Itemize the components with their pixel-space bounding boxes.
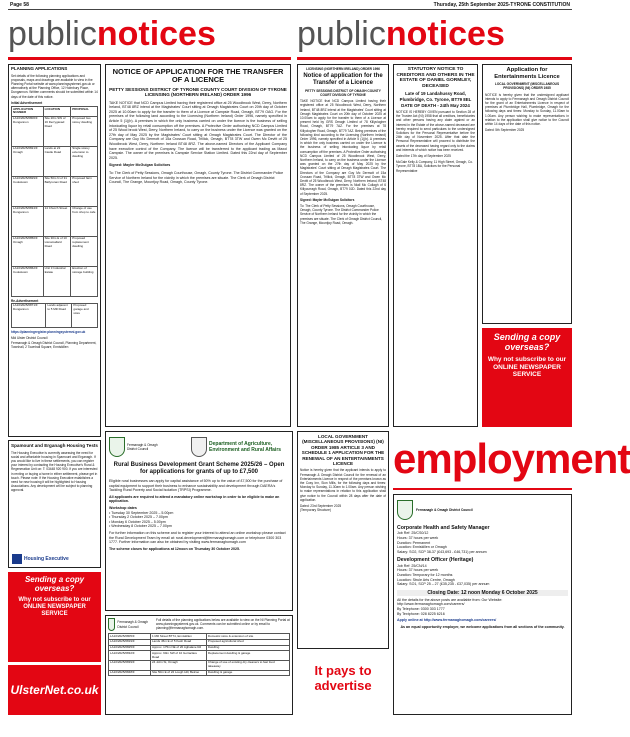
grant-p3: For further information on this scheme and to register your interest to attend an online workshop please contact the Rural Development Team by email at: rural.development@fermanaghomagh.com or telephone 0300 303 1777. Further information can also be obtained by visiting www.fermanaghomagh.com [109,530,286,545]
house-icon [12,554,22,564]
grant-dept: Department of Agriculture, Environment and Rural Affairs [209,441,282,453]
grant-title: Rural Business Development Grant Scheme 2025/26 – Open for applications for grants of up to £7,500 [113,462,285,475]
council-crest-icon [109,437,125,457]
promo2-line1: Sending a copy overseas? [493,332,561,352]
subscribe-promo [8,572,101,662]
table-row: LA10/2025/0839/F 24 John St, Omagh Change of use of existing dry cleaners to fast food takeaway [109,660,290,670]
grant-council: Fermanagh & Omagh District Council [127,442,158,451]
grant-logos [109,435,289,459]
job1-ref: Job Ref: 25/CS0/12 [397,531,429,536]
ent-body: NOTICE is hereby given that the undersigned applicant intends to apply to Fermanagh and Omagh District Council for the grant of an Entertainments Licence in respect of premises at Plumbridge Hall, Plumbridge, Omagh for the following days and times: Monday to Sunday, 11.00am to 1.00am. Any person wishing to make representations in relation to the application shall give notice to the Council within 14 days of the date of this notice. [485,92,569,127]
workshop-date: • Thursday 2 October 2025 – 7.00pm [109,515,168,520]
job2-duration: Duration: Temporary for 12 months [397,572,453,577]
job-advert [393,494,572,715]
statutory-title: STATUTORY NOTICE TO CREDITORS AND OTHERS IN THE ESTATE OF DANIEL GORMLEY, DECEASED [396,67,475,89]
col-header: LOCATION [43,107,71,117]
issue-date: Thursday, 25th September 2025-TYRONE CONSTITUTION [433,2,570,8]
readvert-label: Re-Advertisement [11,298,39,303]
planning-address: Fermanagh & Omagh District Council, Planning Department, Townhall, 2 Townhall Square, Enniskillen [11,341,97,350]
job1-location: Location: Enniskillen or Omagh [397,545,447,550]
statutory-body: NOTICE IS HEREBY GIVEN pursuant to Section 28 of the Trustee Act (NI) 1958 that all creditors, beneficiaries and other persons having any claim against or an interest in the Estate of the above-named deceased are hereby required to send particulars to the undersigned Solicitors for the Personal Representative before the 24th day of November 2025. After that date the Personal Representative will proceed to distribute the assets of the deceased having regard only to the claims and interests of which notice has been received. [396,109,475,152]
job-textphone: By Textphone: 028 8225 6216 [397,611,445,616]
ent-subtitle: LOCAL GOVERNMENT (MISCELLANEOUS PROVISIONS) (NI) ORDER 1985 [494,82,560,91]
entertainment-licence-notice [482,64,572,324]
licence2-title: Notice of application for the Transfer of a Licence [303,73,383,86]
planning-table [11,106,98,297]
table-row: LA10/2025/0834/F Dungannon 14 Church Street Change of use from shop to cafe [12,206,98,236]
planning-notice [8,64,101,437]
statutory-solicitor: McGale Kelly & Company, 11 High Street, Omagh, Co. Tyrone, BT78 1BA, Solicitors for the Personal Representative [396,160,473,173]
planning-intro: Set details of the following planning applications and proposals, maps and drawings are available to view in the Planning Portal website at www.planningsystemni.gov.uk or alternatively at the Planning Office, 12 Holmbury Place, Dungannon. Written comments should be submitted within 14 days of the date of this notice. [11,73,98,99]
job1-salary: Salary: SO2, SCP 38-37 (£43,693 - £46,731) per annum [397,549,487,554]
it-pays-to-advertise: It pays to advertise [314,663,372,693]
masthead-left: publicnotices [8,15,216,53]
fo-planning-notice [105,615,293,715]
grant-closing: The scheme closes for applications at 12noon on Thursday 30 October 2025. [109,546,241,551]
fo-planning-table [108,633,290,676]
licence1-signature: Signed: Mayler McGuigan Solicitors [109,163,171,168]
fo-logo: Fermanagh & Omagh District Council [108,618,153,631]
promo2-line2: Why not subscribe to our ONLINE NEWSPAPER SERVICE [487,356,567,378]
job-apply-link[interactable]: Apply online at http://www.fermanaghomagh.com/careers/ [397,618,497,623]
workshop-date: • Monday 6 October 2025 – 5.00pm [109,519,166,524]
employment-heading: employment [393,435,630,482]
licence2-body: TAKE NOTICE that NCD Campus Limited having their registered office at 25 Woodbrook West, Derry, Northern Ireland, BT48 8RZ intend at the Magistrates' Court sitting at Omagh Magistrates Court on 20th day of October 2025 at 10.00am to apply for the transfer to them of a Licence at present held by GRS Omagh Limited of 78 Killyclogher Road, Omagh, BT79 7AZ. For the premises at 78 Killyclogher Road, Omagh, BT79 7AZ. Being premises of the following kind according to the Licensing (Northern Ireland) Order 1996, namely specified in Article 5 (1)(b). A premises in which the only business carried on under the Licence is the business of selling intoxicating liquor by retail consumption off the premises. A Protective Order authorising NCD Campus Limited of 25 Woodbrook West, Derry, Northern Ireland, to carry on the business under the Licence was granted on the 27th day of May 2025 by the Magistrates' Court sitting at Omagh Magistrates Court. The Directors of the Company are Guy Mc Dermott of 15a Crossan Road, Trillick, Omagh, BT78 3TW and Owen Mc Devitt of 25 Woodbrook West, Derry, Northern Ireland, BT48 8RZ. The owner of the premises is Niall Mc Cullagh of 6 Killycurragh Road, Omagh, BT79 0JD. Dated this 22nd day of September 2025. [300,99,386,196]
masthead-right: publicnotices [297,15,505,53]
job1-title: Corporate Health and Safety Manager [397,525,490,531]
housing-title: Spamount and Erganagh Housing Tests [11,443,98,448]
housing-body: The Housing Executive is currently assessing the need for social and affordable housing in Spamount and Erganagh. If you would like to live in these settlements, you can register your interest by contacting the Housing Executive's Rural & Regeneration Unit on: T: 03448 920 900. If you are interested in renting or buying a home in either settlement, please get in touch. Please note: If the Housing Executive establishes a need for new housing it will be highlighted to Housing Associations. Any development will be subject to planning approval. [11,450,98,493]
renewal-title: LOCAL GOVERNMENT (MISCELLANEOUS PROVISIONS) (NI) ORDER 1985 ARTICLE 3 AND SCHEDULE 1 APPLICATION FOR THE RENEWAL OF AN ENTERTAINMENTS LICENCE [301,434,385,467]
statutory-notice [393,64,478,427]
housing-notice [8,440,101,568]
table-row: LA10/2025/0805/F 1 Mill Street BT74, Enniskillen Domestic store & extension of site [109,634,290,640]
promo-line1: Sending a copy overseas? [24,575,85,593]
licence2-signature: Signed: Mayler McGuigan Solicitors [300,197,355,202]
planning-web-link[interactable]: https://planningregister.planningsystemni.gov.uk [11,329,86,334]
licence2-top: LICENSING (NORTHERN IRELAND) ORDER 1996 [306,67,380,71]
job2-salary: Salary: SO1, SCP 25 – 27 (£35,235 - £37,035) per annum [397,582,490,587]
licence1-recipients: To: The Clerk of Petty Sessions, Omagh Courthouse, Omagh, County Tyrone. The District Commander Police Service of Northern Ireland for the vicinity in which the premises are situate. The Clerk of Omagh District Council, The Grange, Mountjoy Road, Omagh, County Tyrone. [109,170,284,185]
job2-ref: Job Ref: 25/CN/14 [397,563,427,568]
ent-dated: Dated: 5th September 2025 [485,128,525,133]
fo-intro: Full details of the planning applications below are available to view on the NI Planning Portal at www.planningsystemni.gov.uk. Comments can be submitted online or by email to planning@fermanaghomagh.com. [156,618,290,631]
ulsternet-logo[interactable]: UlsterNet.co.uk [8,665,101,715]
grant-p1: Eligible rural businesses can apply for capital assistance of 50% up to the value of £7,500 for the purchase of capital equipment to support their business to enhance sustainability and development through DAERA's Tackling Rural Poverty and Social Isolation (TRPSI) Programme. [109,479,283,493]
job2-location: Location: Strule Arts Centre, Omagh [397,577,455,582]
table-row: LA10/2025/0806/F Dungannon Site 20m SW of 16 Derrygavad Road Proposed two storey dwelling [12,116,98,146]
ent-title: Application for Entertainments Licence [494,67,560,80]
entertainments-renewal-notice [297,431,389,649]
table-row: LA10/2025/0848/F Site 50m E of 22 Lough Hill, Belcoo Dwelling & garage [109,670,290,676]
job-info: All the details for the above posts are available from: Our Website: http://www.fermanaghomagh.com/careers/ [397,597,503,607]
council-crest-icon [108,618,115,631]
table-row: LA10/2025/0825/F Approx. 175m NE of 20 Aghalane Rd Dwelling [109,645,290,651]
job-equal-opportunity: As an equal opportunity employer, we welcome applications from all sections of the community. [400,624,565,629]
rural-grant-notice [105,431,293,611]
job2-title: Development Officer (Heritage) [397,557,474,564]
job1-hours: Hours: 37 hours per week [397,536,439,540]
page-number: Page 58 [10,2,29,8]
readvert-table [11,303,98,328]
licence2-recipients: To: The Clerk of Petty Sessions, Omagh Courthouse, Omagh, County Tyrone. The District Commander Police Service of Northern Ireland for the vicinity in which the premises are situate. The Clerk of Omagh District Council, The Grange, Mountjoy Road, Omagh. [300,204,383,225]
renewal-dated: Dated: 23rd September 2025 [300,504,342,509]
council-crest-icon [397,500,413,520]
licence1-body: TAKE NOTICE that NCD Campus Limited having their registered office at 25 Woodbrook West, Derry, Northern Ireland, BT48 8RZ intend at the Magistrates' Court sitting at Omagh Magistrates Court on 20th day of October 2025 at 10.00am to apply for the transfer to them of a Licence at Campsie Road, Omagh, BT79 OAG. For the premises of the following land according to the Licensing (Northern Ireland) Order 1996, namely specified in Article 5 (1)(b). A premises in which the only business carried on under the licence is the business of selling intoxicating liquor by retail consumption off the premises. A Protective Order authorising NCD Campus Limited of 25 Wood brook West, Derry, Northern Ireland, to carry on the business under the Licence was granted on the 27th day of May 2025 by the Magistrates' Court sitting at Omagh Magistrates Court. The Director of the Company are Guy Mc Dermott of 15a Crossan Road, Trillick, Omagh, BT78 3TW and Owen Mc Devitt of 25 Woodbrook West, Derry, Northern Ireland BT48 8RZ. The above-named Directors of the Applicant Company have executive control of the Company. The licence will be transferred to the applicant trading as Maxol Campsie. The owner of the premises is Campsie Service Station Limited. Dated this 22nd day of September 2025. [109,100,287,160]
table-row: LA10/2025/0862/F Cookstown Unit 3 Industrial Estate Erection of storage building [12,266,98,296]
housing-logo: Housing Executive [12,554,69,564]
planning-title: PLANNING APPLICATIONS [11,66,68,71]
statutory-late: Late of 19 Landahussy Road, Plumbridge, Co. Tyrone, BT79 8EL [399,91,472,102]
table-row: LA10/2025/0821/F Omagh Lands at 22 Castle Road Single storey extension to dwelling [12,146,98,176]
subscribe-promo-2 [482,328,572,427]
licence1-subtitle: PETTY SESSIONS DISTRICT OF TYRONE COUNTY COURT DIVISION OF TYRONE LICENSING (NORTHERN IRELAND) ORDER 1996 [109,86,287,98]
table-row: LA10/2025/0829/F Cookstown Site 50m N of 31 Ballyronan Road Proposed farm shed [12,176,98,206]
statutory-dated: Dated the 17th day of September 2025 [396,154,451,159]
licence1-title: NOTICE OF APPLICATION FOR THE TRANSFER OF A LICENCE [112,67,284,85]
col-header: APPLICATION NUMBER [12,107,44,117]
daera-crest-icon [191,437,207,457]
col-header: PROPOSAL [71,107,98,117]
grant-p2: All applicants are required to attend a mandatory online workshop in order to be eligible to make an application. [109,494,280,504]
workshop-date: • Tuesday 30 September 2025 – 5.00pm [109,510,174,515]
planning-council: Mid Ulster District Council [11,336,48,341]
statutory-dod: DATE OF DEATH - 24th May 2024 [401,102,470,108]
job2-hours: Hours: 37 hours per week [397,568,439,573]
table-row: LA10/2025/0832/F Approx. 90m SW of 10 Gortaclare Road Replacement dwelling & garage [109,651,290,661]
job-closing-date: Closing Date: 12 noon Monday 6 October 2025 [397,590,568,596]
table-row: LA10/2025/0871/F Dungannon Lands adjacent to 5 Mill Road Proposed garage and store [12,303,98,327]
job-telephone: By Telephone: 0300 303 1777 [397,606,445,611]
table-row: LA10/2025/0850/F Omagh Site 30m E of 10 Lisnamallard Road Proposed replacement dwelling [12,236,98,266]
licence-transfer-notice-2 [297,64,389,427]
job-council-logo: Fermanagh & Omagh District Council [397,498,568,522]
renewal-body: Notice is hereby given that the applicant intends to apply to Fermanagh & Omagh District Council for the renewal of an Entertainments Licence in respect of the premises known as the Cosy Inn, Sion Mills, for the following days and times: Monday to Sunday, 11.30am to 1.00am. Any person wishing to make representations in relation to this application shall give notice to the Council within 28 days after the date of application. [300,468,386,502]
renewal-ref: (Temporary Structure) [300,508,331,513]
licence-transfer-notice-1 [105,64,291,427]
licence2-subtitle: PETTY SESSIONS DISTRICT OF OMAGH COUNTY COURT DIVISION OF TYRONE [305,88,381,97]
planning-subtitle: Initial Advertisement [11,100,43,105]
job1-duration: Duration: Permanent [397,540,431,545]
promo-line2: Why not subscribe to our ONLINE NEWSPAPER SERVICE [18,597,91,617]
table-row: LA10/2025/0819/F Lands 45m E of 5 Kesh Road Proposed agricultural shed [109,639,290,645]
workshop-date: • Wednesday 8 October 2025 – 7.00pm [109,524,172,529]
workshop-heading: Workshop dates [109,505,137,510]
